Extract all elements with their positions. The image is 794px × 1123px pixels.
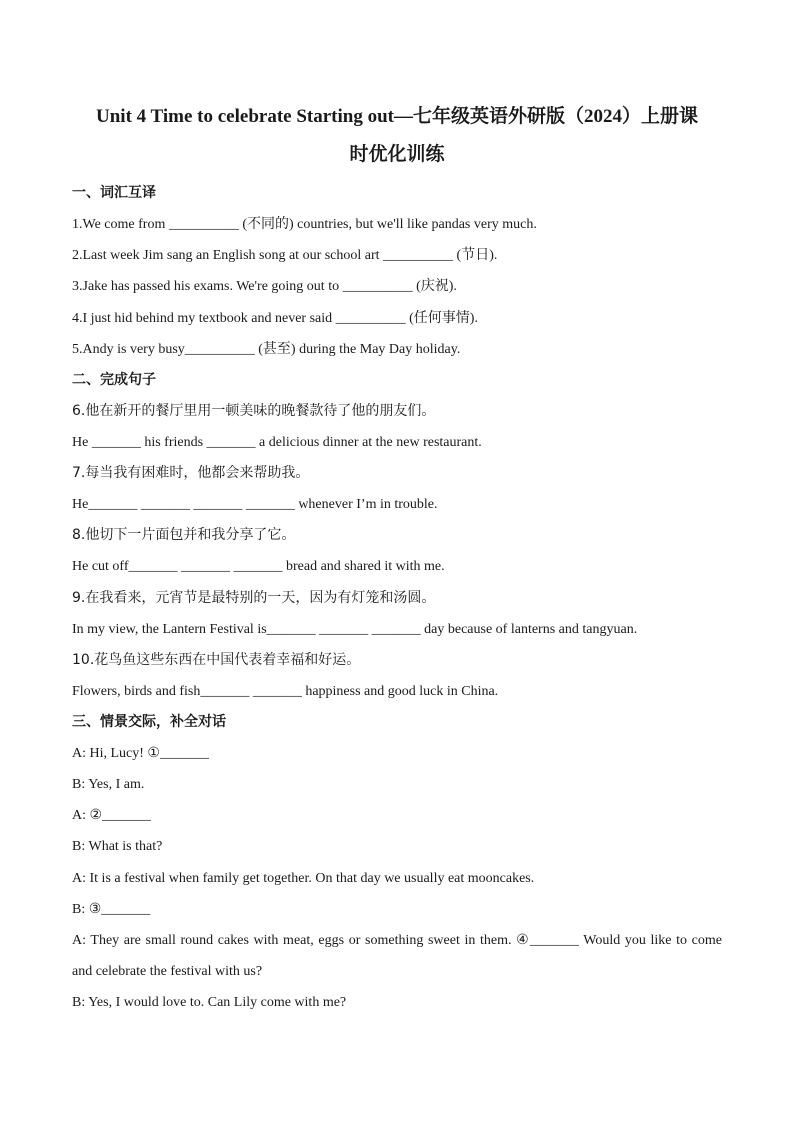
sentence-6-english: He _______ his friends _______ a delicious dinner at the new restaurant. [72,434,482,450]
dialogue-long-line: A: They are small round cakes with meat, eggs or something sweet in them. ④_______ Would you like to come and celebrate the festival with us? [72,933,722,980]
dialogue-line: B: ③_______ [72,901,151,917]
title-line-1: Unit 4 Time to celebrate Starting out—七年级英语外研版（2024）上册课 [96,106,698,127]
dialogue-line: A: ②_______ [72,808,152,824]
dialogue-line: A: It is a festival when family get together. On that day we usually eat mooncakes. [72,870,535,886]
vocab-item-1: 1.We come from __________ (不同的) countries, but we'll like pandas very much. [72,217,537,232]
section-dialogue-heading: 三、情景交际，补全对话 [72,713,226,730]
dialogue-last-line: B: Yes, I would love to. Can Lily come with me? [72,995,347,1011]
vocab-item-3: 3.Jake has passed his exams. We're going out to __________ (庆祝). [72,279,457,295]
sentence-7-chinese: 7.每当我有困难时，他都会来帮助我。 [72,465,310,482]
sentence-10-english: Flowers, birds and fish_______ _______ happiness and good luck in China. [72,683,499,699]
sentence-7-english: He_______ _______ _______ _______ whenever I’m in trouble. [72,497,438,513]
sentence-8-english: He cut off_______ _______ _______ bread and shared it with me. [72,559,445,575]
sentence-6-chinese: 6.他在新开的餐厅里用一顿美味的晚餐款待了他的朋友们。 [72,402,436,419]
vocab-item-5: 5.Andy is very busy__________ (甚至) during the May Day holiday. [72,341,461,357]
vocab-item-4: 4.I just hid behind my textbook and never said __________ (任何事情). [72,310,478,326]
sentence-10-chinese: 10.花鸟鱼这些东西在中国代表着幸福和好运。 [72,651,361,668]
sentence-9-english: In my view, the Lantern Festival is_______ _______ _______ day because of lanterns and tangyuan. [72,621,638,637]
sentence-8-chinese: 8.他切下一片面包并和我分享了它。 [72,527,296,544]
dialogue-line: A: Hi, Lucy! ①_______ [72,745,209,761]
document-title [72,98,722,174]
section-sentences-heading: 二、完成句子 [72,371,156,388]
vocab-item-2: 2.Last week Jim sang an English song at our school art __________ (节日). [72,248,498,264]
dialogue-line: B: What is that? [72,839,163,855]
section-vocabulary-heading: 一、词汇互译 [72,185,156,201]
dialogue-line: B: Yes, I am. [72,777,145,793]
sentence-9-chinese: 9.在我看来，元宵节是最特别的一天，因为有灯笼和汤圆。 [72,589,436,606]
title-line-2: 时优化训练 [349,144,445,165]
